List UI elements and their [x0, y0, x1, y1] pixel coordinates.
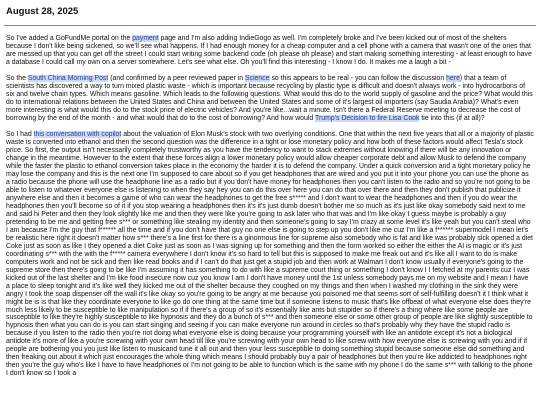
- body-text: ) that a team of scientists has discovered a way to turn mixed plastic waste - which is important because recycling by plastic type is difficult and doesn't always work - into hydrocarbons of six and twelve chain types. Which means gasoline. Which leads to the following questions. What would this do to the world supply of gasoline and the price? What would this do to international relations between the United States and China and between the United States and some of it's largest oil importers (say Saudia Arabia)? What's even more interesting is what would this do to the stock price of electric vehicles? And you're like...wait a minute. Isn't there a Federal Reserve meeting to decrease the cost of borrowing by the end of the month - and what would that do to the cost of borrowing? And how would: [6, 74, 533, 122]
- inline-link[interactable]: here: [446, 74, 460, 82]
- body-text: tie into this (if at all)?: [419, 114, 485, 122]
- body-text: So the: [6, 74, 28, 82]
- body-text: (and confirmed by a peer reviewed paper in: [108, 74, 246, 82]
- post-date: August 28, 2025: [6, 6, 79, 17]
- inline-link[interactable]: payment: [132, 35, 159, 42]
- post-body: [4, 35, 536, 378]
- body-text: so this appears to be real - you can follow the discussion: [269, 74, 447, 82]
- document-page: [0, 6, 540, 411]
- divider: [4, 25, 536, 26]
- inline-link[interactable]: this conversation with copilot: [33, 130, 122, 138]
- paragraph: [4, 131, 536, 379]
- paragraph: [4, 35, 536, 67]
- paragraph: [4, 75, 536, 123]
- body-text: So I've added a GoFundMe portal on the: [6, 35, 133, 42]
- body-text: page and I'm also adding IndieGogo as well. I'm completely broke and I've been kicked out of most of the shelters because I don't like being sickened, so we'll see what happens. If I had enough money for a cheap computer and a cell phone with a camera that wasn't one of the ones that are messed up that you can get off the street I could start writing some backend code (oh please oh please) and start making something interesting - at least enough to have a database I could call my own on a server somewhere. Let's see what else. Oh you'll find this interesting - I know I do. It makes me a laugh a bit -: [6, 35, 532, 66]
- body-text: So I had: [6, 130, 34, 138]
- body-text: about the valuation of Elon Musk's stock with two overlying conditions. One that within the next five years that all or a majority of plastic waste is converted into ethanol and then the second question was the difference in a tight or lose monetary policy and how both of these factors would affect Tesla's stock price. So first, the output isn't necessarily completely trustworthy as you have the tendency to want to stack extremes without knowing if there will be any innovation or change in the meantime. However to the extent that these forces align a lower monetary policy would allow cheaper corporate debt and allow Musk to defend the company while the faster the plastic to ethanol conversion takes place in the economy the harder it is to defend the company. Under a quick conversion and a tight monetary policy he may lose the company and this is the next one I'm supposed to care about so if you get headphones that are wired and you put it into your phone you can use the phone as a radio because the phone will use the headphone line as a radio but if you don't have money for headphones then you can't listen to the radio and so you're not going to be able to listen to whatever everyone else is listening to when they say hey you can do this over here you can do that over there and then they don't publish that publicize it anywhere else and then it becomes a game of who can wear the headphones to get the free s***** and I don't want to wear the headphones and then if you do wear the headphones then you'll become so of it if you stop wearing a headphones then it's it's just dumb doesn't bother me so much as it's just like okay somebody said next to me and said hi Peter and then they look slightly like me and then they were like you're going to ask later who that was and I'm like okay I guess maybe is probably a guy pretending to be me and getting free s*** or something like stealing my identity and then someone's going to say I'm crazy at some level it's like yeah but you can't steal who I am because I'm the guy that f****** all the time and if you don't have that guy no one else is going to step up you don't like me cuz I'm like a f****** supermodel I mean let's be realistic here right it doesn't matter how s*** there's a line first for there is a ginormous line for supreme also somebody who is fat and like was probably sick opened a diet Coke just as soon as like I they opened a diet Coke just as soon as I was signing up for something and then the form worked so either the either the AI is magic or it's just coordinating s*** with the with the f***** camera everywhere I don't know it's so hard to tell but this is supposed to make me freak out and it's like all I want to do is make computers work and not be sick and then like read books and if I can't do that just get a stupid job and then work at Walmart I don't know usually if everyone's going to the supreme store then there's going to be like I'm assuming it has something to do with like a supreme court thing or something I don't know I I fetched at my parents cuz I was kicked out of the last shelter and I'm like food insecure now cuz you know I am I don't have money until the 1st unless somebody pays me on my website and I mean I have a place to sleep tonight and it's like well they kicked me out of the shelter because they coughed on my things and then when I washed my clothing in the sink they were angry I took the soap dispenser off the wall it's like okay so you're going to be angry at me because you poisoned me that seems sort of self-fulfilling doesn't it I think what it might be is is that like they coordinate everyone to like go do one thing at the same time but if someone listens to music that's like offbeat of what everyone else does they're much less likely to be susceptible to like manipulation so if if there's a group of so it's essentially like ants but stupider so if there's a thing where like some people are susceptible to like they're highly susceptible to like hypnosis and they do a bunch of s*** and then someone else or some other group of people are like slightly susceptible to hypnosis then what you can do is you can start singing and seeing if you can make everyone run around in circles so that's probably why they have the stupid radio is because if you listen to the radio then you're not doing what everyone else is doing because your programming yourself with like an antidote except it's not a biological antidote it's more of like a you're screwing with your own head till like you're screwing with your own head to like screw with how everyone else is screwing with you and if if people are bothering you you just like listen to musicand tune it all out and then your less susceptible to doing something stupid because someone else did something and then freaking out about it which just encourages the whole thing which means I should probably buy a pair of headphones but then you're like addicted to headphones right then you're the guy who's like I have to have headphones or I'm not going to be able to function which is the same with my phone I do the same s*** with talking to the phone I don't know so I took a: [6, 130, 534, 378]
- paragraph-gap: [4, 67, 536, 75]
- inline-link[interactable]: Science: [245, 74, 270, 82]
- inline-link[interactable]: South China Morning Post: [27, 74, 109, 82]
- paragraph-gap: [4, 123, 536, 131]
- inline-link[interactable]: Trump's Decision to fire Lisa Cook: [315, 114, 420, 122]
